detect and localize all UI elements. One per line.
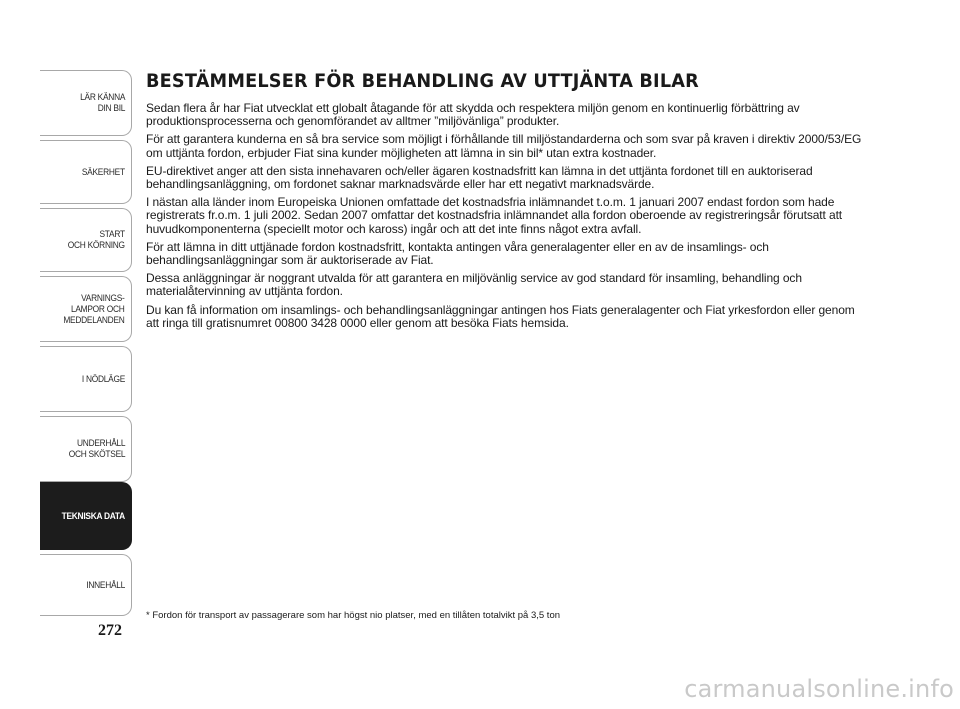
sidebar-item-label: VARNINGS- LAMPOR OCH MEDDELANDEN: [63, 292, 125, 326]
paragraph: För att lämna in ditt uttjänade fordon kostnadsfritt, kontakta antingen våra generalagenter eller en av de insamlings- och behandlingsanläggningar som är auktoriserade av Fiat.: [146, 239, 769, 268]
paragraph: I nästan alla länder inom Europeiska Unionen omfattade det kostnadsfria inlämnandet t.o.m. 1 januari 2007 endast fordon som hade registrerats fr.o.m. 1 juli 2002. Sedan 2007 omfattar det kostnadsfria inlämnandet alla fordon oberoende av registreringsår förutsatt att huvudkomponenterna (speciellt motor och kaross) ingår och att det inte finns något extra avfall.: [146, 195, 843, 236]
watermark-text: carmanualsonline.info: [684, 675, 954, 703]
paragraph: Dessa anläggningar är noggrant utvalda för att garantera en miljövänlig service av god standard för insamling, behandling och materialåtervinning av uttjänta fordon.: [146, 271, 802, 299]
main-content: [146, 70, 866, 335]
sidebar-item-underhall-och-skotsel[interactable]: [40, 416, 132, 482]
sidebar-item-varningslampor[interactable]: [40, 276, 132, 342]
sidebar-item-lar-kanna-din-bil[interactable]: [40, 70, 132, 136]
paragraph: EU-direktivet anger att den sista innehavaren och/eller ägaren kostnadsfritt kan lämna in det uttjänta fordonet till en auktoriserad behandlingsanläggning, om fordonet saknar marknadsvärde eller har ett negativt marknadsvärde.: [146, 163, 813, 192]
sidebar-item-tekniska-data[interactable]: [40, 482, 132, 550]
sidebar-item-i-nodlage[interactable]: [40, 346, 132, 412]
sidebar-item-start-och-korning[interactable]: [40, 208, 132, 272]
sidebar-item-label: TEKNISKA DATA: [61, 510, 125, 522]
paragraph: För att garantera kunderna en så bra service som möjligt i förhållande till miljöstandarderna och som svar på kraven i direktiv 2000/53/EG om uttjänta fordon, erbjuder Fiat sina kunder möjligheten att lämna in sin bil* utan extra kostnader.: [146, 132, 862, 160]
page-title: BESTÄMMELSER FÖR BEHANDLING AV UTTJÄNTA BILAR: [146, 70, 699, 92]
sidebar-item-innehall[interactable]: [40, 554, 132, 616]
sidebar-item-label: INNEHÅLL: [86, 579, 125, 591]
sidebar-item-label: SÄKERHET: [82, 166, 125, 178]
footnote: * Fordon för transport av passagerare som har högst nio platser, med en tillåten totalvikt på 3,5 ton: [146, 610, 561, 621]
paragraph: Sedan flera år har Fiat utvecklat ett globalt åtagande för att skydda och respektera miljön genom en kontinuerlig förbättring av produktionsprocesserna och genomförandet av alltmer ”miljövänliga” produkter.: [146, 101, 800, 129]
sidebar-item-label: UNDERHÅLL OCH SKÖTSEL: [68, 438, 125, 460]
sidebar-item-label: I NÖDLÄGE: [81, 373, 125, 385]
sidebar-item-sakerhet[interactable]: [40, 140, 132, 204]
page-number: 272: [98, 622, 122, 639]
sidebar-item-label: LÄR KÄNNA DIN BIL: [79, 92, 125, 114]
sidebar-item-label: START OCH KÖRNING: [67, 229, 125, 251]
paragraph: Du kan få information om insamlings- och behandlingsanläggningar antingen hos Fiats generalagenter och Fiat yrkesfordon eller genom att ringa till gratisnumret 00800 3428 0000 eller genom att besöka Fiats hemsida.: [146, 302, 855, 330]
